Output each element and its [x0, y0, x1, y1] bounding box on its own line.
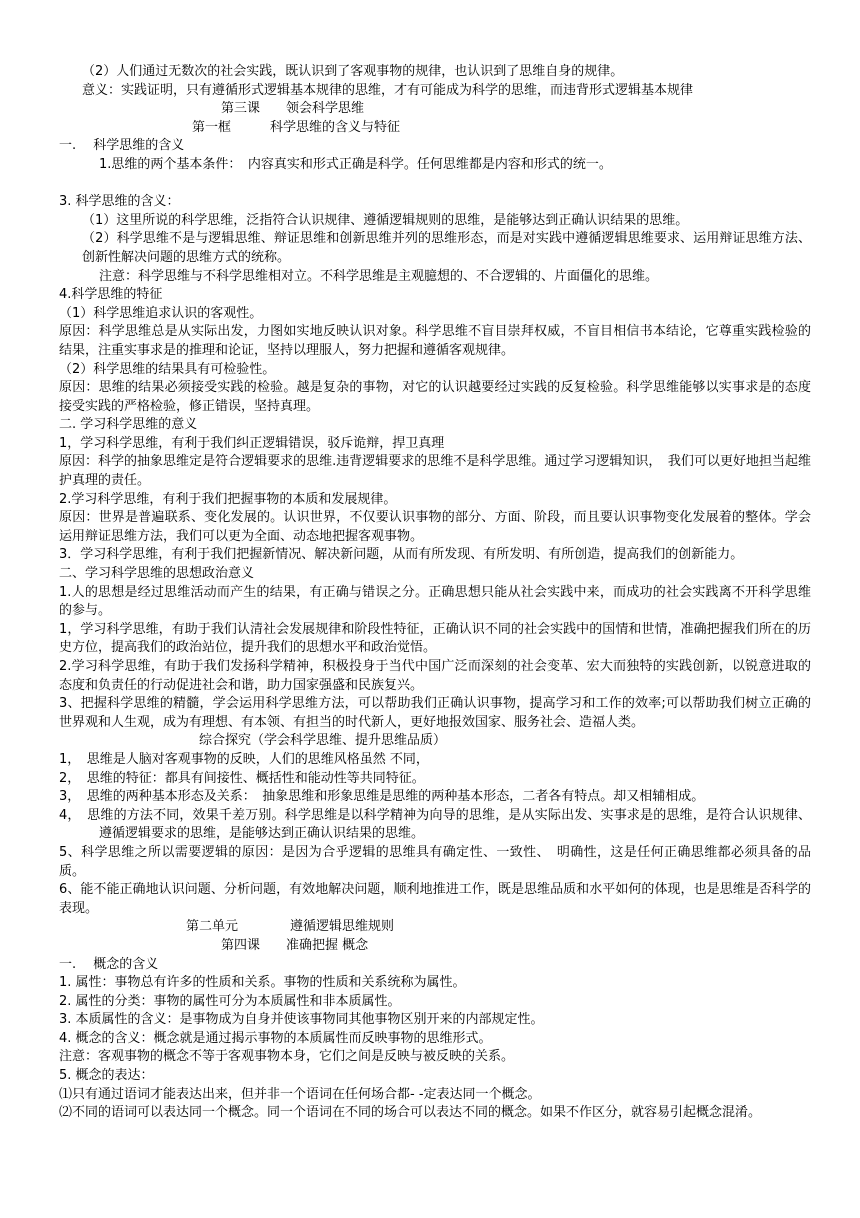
- paragraph: 3、把握科学思维的精髓，学会运用科学思维方法，可以帮助我们正确认识事物，提高学习和工作的效率;可以帮助我们树立正确的世界观和人生观，成为有理想、有本领、有担当的时代新人，更好地报效国家、服务社会、造福人类。: [59, 696, 811, 730]
- text-line: 3．学习科学思维，有利于我们把握新情况、解决新问题，从而有所发现、有所发明、有所创造，提高我们的创新能力。: [59, 547, 744, 563]
- text-line: ⑴只有通过语词才能表达出来，但并非一个语词在任何场合都- -定表达同一个概念。: [59, 1086, 541, 1102]
- paragraph: 原因：科学的抽象思维定是符合逻辑要求的思维.违背逻辑要求的思维不是科学思维。通过学习逻辑知识， 我们可以更好地担当起维护真理的责任。: [59, 454, 811, 489]
- text-line: 1.思维的两个基本条件： 内容真实和形式正确是科学。任何思维都是内容和形式的统一。: [99, 156, 612, 172]
- paragraph: 1，学习科学思维，有助于我们认清社会发展规律和阶段性特征，正确认识不同的社会实践中的国情和世情，准确把握我们所在的历史方位，提高我们的政治站位，提升我们的思想水平和政治觉悟。: [59, 621, 811, 656]
- text-line: （2）科学思维的结果具有可检验性。: [59, 361, 276, 377]
- paragraph: 原因：思维的结果必须接受实践的检验。越是复杂的事物，对它的认识越要经过实践的反复检验。科学思维能够以实事求是的态度接受实践的严格检验，修正错误，坚持真理。: [59, 380, 811, 414]
- heading: 4.科学思维的特征: [59, 287, 163, 303]
- heading: 一. 科学思维的含义: [59, 138, 185, 154]
- paragraph: 2.学习科学思维，有助于我们发扬科学精神，积极投身于当代中国广泛而深刻的社会变革、宏大而独特的实践创新，以锐意进取的态度和负责任的行动促进社会和谐，助力国家强盛和民族复兴。: [59, 659, 811, 693]
- paragraph: （2）科学思维不是与逻辑思维、辩证思维和创新思维并列的思维形态，而是对实践中遵循逻辑思维要求、运用辩证思维方法、创新性解决问题的思维方式的统称。: [82, 231, 811, 265]
- heading: 一. 概念的含义: [59, 956, 159, 972]
- text-line: 1， 思维是人脑对客观事物的反映，人们的思维风格虽然 不同，: [59, 751, 429, 767]
- text-line: 注意：科学思维与不科学思维相对立。不科学思维是主观臆想的、不合逻辑的、片面僵化的思维。: [99, 268, 659, 284]
- paragraph: ⑵不同的语词可以表达同一个概念。同一个语词在不同的场合可以表达不同的概念。如果不作区分，就容易引起概念混淆。: [59, 1105, 762, 1121]
- text-line: 4. 概念的含义：概念就是通过揭示事物的本质属性而反映事物的思维形式。: [59, 1030, 492, 1046]
- section-heading: 综合探究（学会科学思维、提升思维品质）: [199, 733, 447, 749]
- text-line: （1）科学思维追求认识的客观性。: [59, 305, 263, 321]
- text-line: （2）人们通过无数次的社会实践，既认识到了客观事物的规律，也认识到了思维自身的规律。: [82, 64, 624, 79]
- lesson-heading: 第三课 领会科学思维: [221, 101, 365, 117]
- lesson-heading: 第四课 准确把握 概念: [221, 937, 369, 953]
- paragraph: 4， 思维的方法不同，效果千差万别。科学思维是以科学精神为向导的思维，是从实际出发、实事求是的思维，是符合认识规律、遵循逻辑要求的思维，是能够达到正确认识结果的思维。: [59, 807, 811, 842]
- section-heading: 第一框 科学思维的含义与特征: [192, 119, 401, 135]
- text-line: 2， 思维的特征：都具有间接性、概括性和能动性等共同特征。: [59, 770, 425, 786]
- text-line: 2. 属性的分类：事物的属性可分为本质属性和非本质属性。: [59, 993, 401, 1009]
- text-line: 2.学习科学思维，有利于我们把握事物的本质和发展规律。: [59, 491, 397, 507]
- paragraph: 6、能不能正确地认识问题、分析问题，有效地解决问题，顺利地推进工作，既是思维品质和水平如何的体现，也是思维是否科学的表现。: [59, 882, 811, 916]
- paragraph: 5、科学思维之所以需要逻辑的原因：是因为合乎逻辑的思维具有确定性、一致性、 明确性，这是任何正确思维都必须具备的品质。: [59, 844, 811, 879]
- unit-heading: 第二单元 遵循逻辑思维规则: [186, 919, 395, 935]
- paragraph: 1.人的思想是经过思维活动而产生的结果，有正确与错误之分。正确思想只能从社会实践中来，而成功的社会实践离不开科学思维的参与。: [59, 584, 811, 619]
- blank-line: [59, 175, 811, 194]
- heading: 二. 学习科学思维的意义: [59, 417, 198, 433]
- text-line: 5. 概念的表达：: [59, 1068, 154, 1084]
- heading: 二、学习科学思维的思想政治意义: [59, 566, 255, 582]
- text-line: 3. 本质属性的含义：是事物成为自身并使该事物同其他事物区别开来的内部规定性。: [59, 1012, 544, 1028]
- heading: 3. 科学思维的含义：: [59, 194, 180, 210]
- paragraph: 原因：世界是普遍联系、变化发展的。认识世界，不仅要认识事物的部分、方面、阶段，而且要认识事物变化发展着的整体。学会运用辩证思维方法，我们可以更为全面、动态地把握客观事物。: [59, 510, 811, 544]
- document-page: [59, 63, 811, 1123]
- text-line: 注意：客观事物的概念不等于客观事物本身，它们之间是反映与被反映的关系。: [59, 1049, 515, 1065]
- text-line: （1）这里所说的科学思维，泛指符合认识规律、遵循逻辑规则的思维，是能够达到正确认识结果的思维。: [82, 212, 689, 228]
- text-line: 3， 思维的两种基本形态及关系： 抽象思维和形象思维是思维的两种基本形态，二者各有特点。却又相辅相成。: [59, 789, 705, 805]
- text-line: 1. 属性：事物总有许多的性质和关系。事物的性质和关系统称为属性。: [59, 975, 466, 991]
- paragraph: 原因：科学思维总是从实际出发，力图如实地反映认识对象。科学思维不盲目崇拜权威，不盲目相信书本结论，它尊重实践检验的结果，注重实事求是的推理和论证，坚持以理服人，努力把握和遵循客观规律。: [59, 324, 811, 358]
- text-line: 意义：实践证明，只有遵循形式逻辑基本规律的思维，才有可能成为科学的思维，而违背形式逻辑基本规律: [82, 82, 694, 98]
- text-line: 1，学习科学思维，有利于我们纠正逻辑错误，驳斥诡辩，捍卫真理: [59, 435, 445, 451]
